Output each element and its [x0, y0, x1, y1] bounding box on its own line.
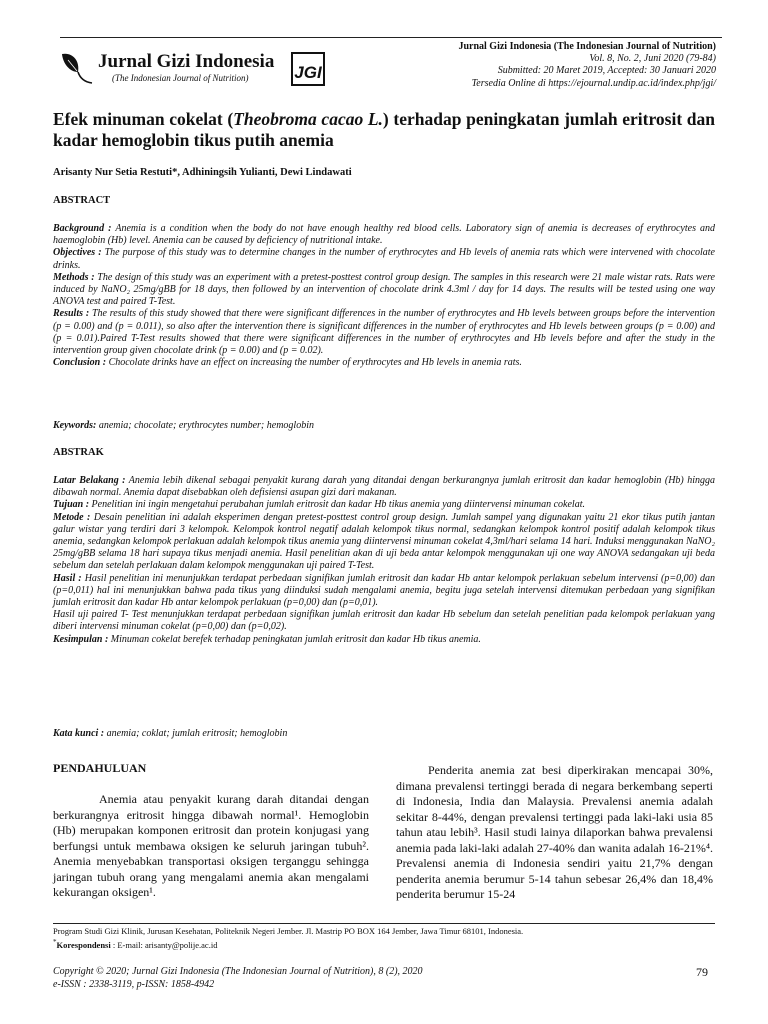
section-heading-pendahuluan: PENDAHULUAN: [53, 761, 147, 775]
abstrak-hasil-2: Hasil uji paired T- Test menunjukkan terdapat perbedaan signifikan jumlah eritrosit dan kadar Hb sebelum dan setelah penelitian pada kelompok perlakuan yang diberi intervensi minuman cokelat (p=0,00) dan (p=0,02).: [53, 609, 715, 633]
journal-leaf-logo-icon: [58, 50, 100, 86]
abstract-en: [53, 223, 715, 369]
abstract-conclusion: Conclusion : Chocolate drinks have an effect on increasing the number of erythrocytes and Hb levels in anemia rats.: [53, 357, 522, 369]
abstract-id: [53, 475, 715, 646]
meta-journal-name: Jurnal Gizi Indonesia (The Indonesian Journal of Nutrition): [458, 41, 716, 52]
footnote-correspondence: *Korespondensi : E-mail: arisanty@polije.ac.id: [53, 938, 218, 950]
abstrak-kesimpulan: Kesimpulan : Minuman cokelat berefek terhadap peningkatan jumlah eritrosit dan kadar Hb tikus anemia.: [53, 633, 481, 645]
title-part1: Efek minuman cokelat (: [53, 109, 234, 129]
keywords-en: Keywords: anemia; chocolate; erythrocytes number; hemoglobin: [53, 420, 314, 431]
page-footer: [53, 965, 423, 991]
title-part2: ) terhadap peningkatan jumlah eritrosit dan kadar hemoglobin tikus putih anemia: [53, 109, 715, 150]
abstrak-latar: Latar Belakang : Anemia lebih dikenal sebagai penyakit kurang darah yang ditandai dengan berkurangnya jumlah eritrosit dan kadar hemoglobin (Hb) hingga dibawah normal. Anemia dapat disebabkan oleh defisiensi asupan gizi dari makanan.: [53, 475, 716, 499]
abstrak-heading: ABSTRAK: [53, 447, 104, 458]
journal-meta: [458, 41, 716, 90]
body-left-paragraph: Anemia atau penyakit kurang darah ditandai dengan berkurangnya eritrosit hingga dibawah normal¹. Hemoglobin (Hb) merupakan komponen eritrosit dan protein konjugasi yang berfungsi untuk membawa oksigen ke seluruh jaringan tubuh². Anemia menyebabkan transportasi oksigen terganggu sehingga jaringan tubuh orang yang mengalami anemia akan mengalami kekurangan oksigen¹.: [53, 792, 369, 899]
title-species: Theobroma cacao L.: [233, 109, 383, 129]
abstrak-tujuan: Tujuan : Penelitian ini ingin mengetahui perubahan jumlah eritrosit dan kadar Hb tikus anemia yang diintervensi minuman cokelat.: [53, 499, 585, 511]
article-title: [53, 109, 715, 151]
journal-title: Jurnal Gizi Indonesia: [98, 51, 275, 72]
keywords-id: Kata kunci : anemia; coklat; jumlah eritrosit; hemoglobin: [53, 728, 288, 739]
footnote-rule: [53, 923, 715, 924]
page-number: 79: [696, 965, 708, 979]
authors: Arisanty Nur Setia Restuti*, Adhiningsih Yulianti, Dewi Lindawati: [53, 167, 352, 178]
journal-subtitle: (The Indonesian Journal of Nutrition): [112, 73, 249, 83]
meta-online: Tersedia Online di https://ejournal.undip.ac.id/index.php/jgi/: [471, 77, 716, 89]
abstract-objectives: Objectives : The purpose of this study was to determine changes in the number of erythrocytes and Hb levels of anemia rats which were intervened with chocolate drinks.: [53, 247, 715, 271]
meta-dates: Submitted: 20 Maret 2019, Accepted: 30 Januari 2020: [497, 65, 716, 77]
issn-line: e-ISSN : 2338-3119, p-ISSN: 1858-4942: [53, 979, 215, 990]
abstract-methods: Methods : The design of this study was an experiment with a pretest-posttest control group design. The samples in this research were 21 male wistar rats. Rats were induced by NaNO₂ 25mg/gBB for 18 days, then followed by an intervention of chocolate drink 4.3ml / day for 14 days. The results will be tested using one way ANOVA test and paired T-Test.: [53, 271, 715, 308]
copyright-line: Copyright © 2020; Jurnal Gizi Indonesia (The Indonesian Journal of Nutrition), 8 (2), 2020: [53, 966, 423, 977]
meta-volume: Vol. 8, No. 2, Juni 2020 (79-84): [589, 53, 716, 65]
abstract-background: Background : Anemia is a condition when the body do not have enough healthy red blood cells. Laboratory sign of anemia is decreases of erythrocytes and haemoglobin (Hb) level. Anemia can be caused by deficiency of nutritional intake.: [53, 223, 716, 247]
footnote-affiliation: Program Studi Gizi Klinik, Jurusan Kesehatan, Politeknik Negeri Jember. Jl. Mastrip PO BOX 164 Jember, Jawa Timur 68101, Indonesia.: [53, 926, 524, 936]
svg-text:JGI: JGI: [294, 63, 322, 82]
header-rule: [60, 37, 722, 38]
abstrak-hasil: Hasil : Hasil penelitian ini menunjukkan terdapat perbedaan signifikan jumlah eritrosit dan kadar Hb antar kelompok perlakuan sebelum intervensi (p=0,00) dan (p=0,011) hal ini menunjukkan bahwa pada tikus yang diinduksi sudah mengalami anemia, begitu juga setelah intervensi ditemukan perbedaan yang signifikan jumlah eritrosit dan kadar Hb antar kelompok perlakuan (p=0,00) dan (p=0,01).: [53, 572, 715, 609]
abstract-heading: ABSTRACT: [53, 195, 111, 206]
abstrak-metode: Metode : Desain penelitian ini adalah eksperimen dengan pretest-posttest control group design. Jumlah sampel yang digunakan yaitu 21 ekor tikus putih jantan galur wistar yang terdiri dari 3 kelompok. Kelompok kontrol negatif adalah kelompok tikus normal, sedangkan kelompok kontrol positif adalah kelompok tikus anemia, sedangkan kelompok perlakuan adalah kelompok tikus anemia yang diintervensi minuman cokelat 4,3ml/hari selama 14 hari. Induksi menggunakan NaNO₂ 25mg/gBB selama 18 hari supaya tikus menjadi anemia. Hasil penelitian akan di uji beda antar kelompok menggunakan uji one way ANOVA sedangakan uji beda sebelum dan setelah perlakuan dalam kelompok menggunakan uji paired T-Test.: [53, 511, 715, 572]
abstract-results: Results : The results of this study showed that there were significant differences in the number of erythrocytes and Hb levels between groups before the intervention (p = 0.00) and (p = 0.011), so also after the intervention there is significant differences in the number of erythrocytes and Hb levels between groups (p = 0.00) and (p = 0.01).Paired T-Test results showed that there were significant differences in the number of erythrocytes and Hb levels before and after the study in the intervention group given chocolate drink (p = 0.00) and (p = 0.02).: [53, 308, 715, 357]
body-right-paragraph: Penderita anemia zat besi diperkirakan mencapai 30%, dimana prevalensi tertinggi berada di negara berkembang seperti di Indonesia, India dan Malaysia. Prevalensi anemia adalah sekitar 8-44%, dengan prevalensi tertinggi pada laki-laki usia 85 tahun atau lebih³. Hasil studi lainya dilaporkan bahwa prevalensi anemia pada laki-laki adalah 27-40% dan wanita adalah 16-21%⁴. Prevalensi anemia di Indonesia sendiri yaitu 21,7% dengan penderita anemia berumur 5-14 tahun sebesar 26,4% dan 18,4% penderita berumur 15-24: [396, 763, 713, 901]
jgi-logo-icon: [291, 49, 325, 89]
